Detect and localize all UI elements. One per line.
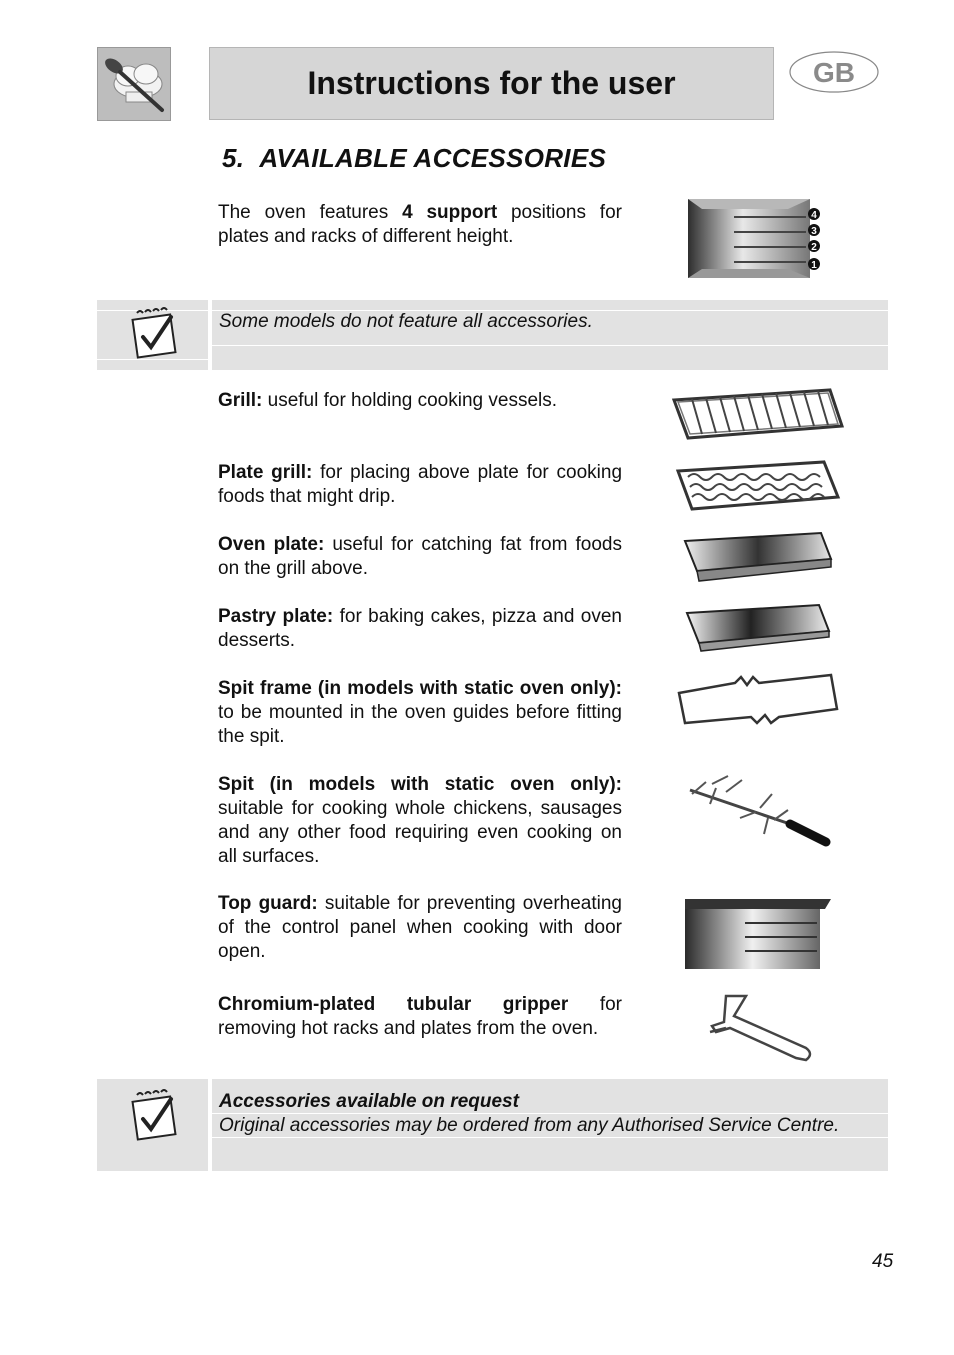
accessory-description: suitable for preventing overheating of the control panel when cooking with door open.: [218, 893, 622, 962]
intro-text-start: The oven features: [218, 202, 403, 223]
accessory-spit-frame-text: [218, 677, 622, 749]
support-label-3: 3: [811, 226, 817, 237]
gripper-icon: [686, 992, 820, 1064]
note-title: Accessories available on request: [219, 1091, 519, 1112]
accessory-plate-grill-text: [218, 461, 622, 509]
accessory-name: Chromium-plated tubular gripper: [218, 994, 569, 1015]
note-content: [219, 1090, 881, 1138]
support-label-2: 2: [811, 242, 817, 253]
support-label-1: 1: [811, 260, 817, 271]
page-number: 45: [872, 1251, 894, 1272]
accessory-description: to be mounted in the oven guides before fitting the spit.: [218, 702, 622, 747]
accessory-name: Grill:: [218, 390, 263, 411]
grill-rack-icon: [670, 386, 845, 442]
accessory-grill-text: [218, 389, 622, 413]
oven-support-positions-image: [688, 199, 820, 278]
page-header-title: Instructions for the user: [209, 47, 774, 120]
accessory-description: useful for holding cooking vessels.: [262, 390, 558, 411]
intro-paragraph: [218, 201, 622, 249]
accessory-name: Top guard:: [218, 893, 318, 914]
accessory-name: Plate grill:: [218, 462, 313, 483]
note-text: Some models do not feature all accessories.: [219, 311, 593, 332]
spit-icon: [686, 770, 832, 850]
language-badge: [789, 51, 879, 93]
section-title: AVAILABLE ACCESSORIES: [259, 143, 607, 173]
note-icon-panel: [97, 1079, 208, 1171]
accessory-spit-text: [218, 773, 622, 869]
accessory-name: Spit frame (in models with static oven only):: [218, 678, 622, 699]
accessory-oven-plate-text: [218, 533, 622, 581]
accessory-pastry-plate-text: [218, 605, 622, 653]
note-text: Original accessories may be ordered from any Authorised Service Centre.: [219, 1115, 840, 1136]
badge-text: GB: [813, 57, 855, 88]
accessory-name: Oven plate:: [218, 534, 325, 555]
chef-spoon-icon: [98, 48, 170, 120]
pastry-plate-icon: [685, 603, 831, 653]
intro-text-end: positions for plates and racks of different height.: [218, 202, 622, 247]
note-panel: [212, 1079, 888, 1171]
notepad-pencil-icon: [125, 307, 185, 363]
section-number: 5.: [222, 143, 245, 173]
accessory-description: for removing hot racks and plates from the oven.: [218, 994, 622, 1039]
oven-plate-icon: [683, 531, 833, 583]
accessory-name: Spit (in models with static oven only):: [218, 774, 622, 795]
notepad-pencil-icon: [125, 1089, 185, 1145]
spit-frame-icon: [675, 673, 841, 727]
intro-bold: 4 support: [402, 202, 498, 223]
note-icon-panel: [97, 300, 208, 370]
accessory-gripper-text: [218, 993, 622, 1041]
top-guard-icon: [685, 891, 831, 969]
accessory-description: suitable for cooking whole chickens, sausages and any other food requiring even cooking on all surfaces.: [218, 798, 622, 867]
accessory-top-guard-text: [218, 892, 622, 964]
support-label-4: 4: [811, 210, 817, 221]
brand-logo: [97, 47, 171, 121]
accessory-description: useful for catching fat from foods on the grill above.: [218, 534, 622, 579]
note-panel: [212, 300, 888, 370]
accessory-description: for baking cakes, pizza and oven desserts.: [218, 606, 622, 651]
accessory-description: for placing above plate for cooking foods that might drip.: [218, 462, 623, 507]
section-heading: [222, 143, 606, 174]
plate-grill-icon: [674, 459, 842, 513]
accessory-name: Pastry plate:: [218, 606, 334, 627]
